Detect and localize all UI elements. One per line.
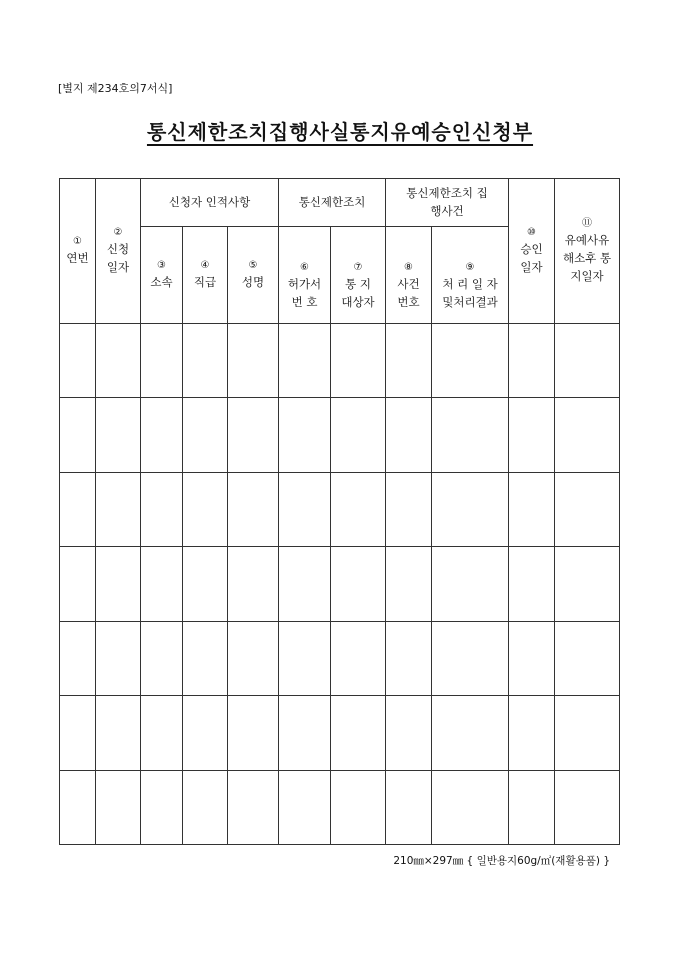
col-label: 사건 번호	[397, 277, 420, 309]
col-header-notice-date	[555, 179, 620, 324]
col-num: ②	[113, 227, 123, 239]
col-num: ⑧	[404, 262, 413, 274]
col-label: 처 리 일 자 및처리결과	[442, 277, 498, 309]
col-label: 통 지 대상자	[341, 277, 375, 309]
group-header-applicant: 신청자 인적사항	[141, 179, 279, 227]
table-row	[60, 398, 620, 472]
col-header-affiliation	[141, 227, 183, 324]
register-table	[59, 178, 620, 845]
table-row	[60, 621, 620, 695]
col-num: ④	[200, 260, 210, 272]
col-label: 유예사유 해소후 통지일자	[562, 233, 612, 283]
table-row	[60, 472, 620, 546]
col-label: 허가서 번 호	[287, 277, 322, 309]
title-text: 통신제한조치집행사실통지유예승인신청부	[146, 120, 534, 144]
group-header-case	[386, 179, 509, 227]
col-num: ⑪	[582, 218, 593, 230]
col-label: 소속	[150, 275, 173, 290]
col-header-case-number	[386, 227, 432, 324]
col-header-rank	[183, 227, 228, 324]
col-num: ⑩	[527, 227, 536, 239]
col-header-processing	[432, 227, 509, 324]
col-label: 성명	[241, 275, 265, 290]
group-label: 통신제한조치 집행사건	[406, 185, 488, 218]
col-label: 승인 일자	[520, 242, 543, 274]
col-num: ⑥	[300, 262, 309, 274]
col-num: ⑦	[353, 262, 363, 274]
table-row	[60, 547, 620, 621]
col-label: 연번	[66, 251, 89, 266]
form-reference: [별지 제234호의7서식]	[58, 82, 173, 95]
paper-spec-footer: 210㎜×297㎜ { 일반용지60g/㎡(재활용품) }	[393, 855, 610, 867]
table-row	[60, 324, 620, 398]
col-header-notice-target	[331, 227, 386, 324]
col-label: 직급	[193, 275, 217, 290]
col-num: ③	[157, 260, 166, 272]
col-header-permit-number	[279, 227, 331, 324]
col-header-approval-date	[509, 179, 555, 324]
col-num: ①	[73, 236, 82, 248]
header-row-1	[60, 179, 620, 227]
table-row	[60, 770, 620, 844]
col-num: ⑤	[248, 260, 258, 272]
col-header-request-date	[96, 179, 141, 324]
group-header-measure: 통신제한조치	[279, 179, 386, 227]
col-label: 신청 일자	[106, 242, 130, 274]
table-row	[60, 696, 620, 770]
col-header-serial	[60, 179, 96, 324]
col-header-name	[228, 227, 279, 324]
col-num: ⑨	[465, 262, 475, 274]
page-title	[0, 116, 680, 145]
